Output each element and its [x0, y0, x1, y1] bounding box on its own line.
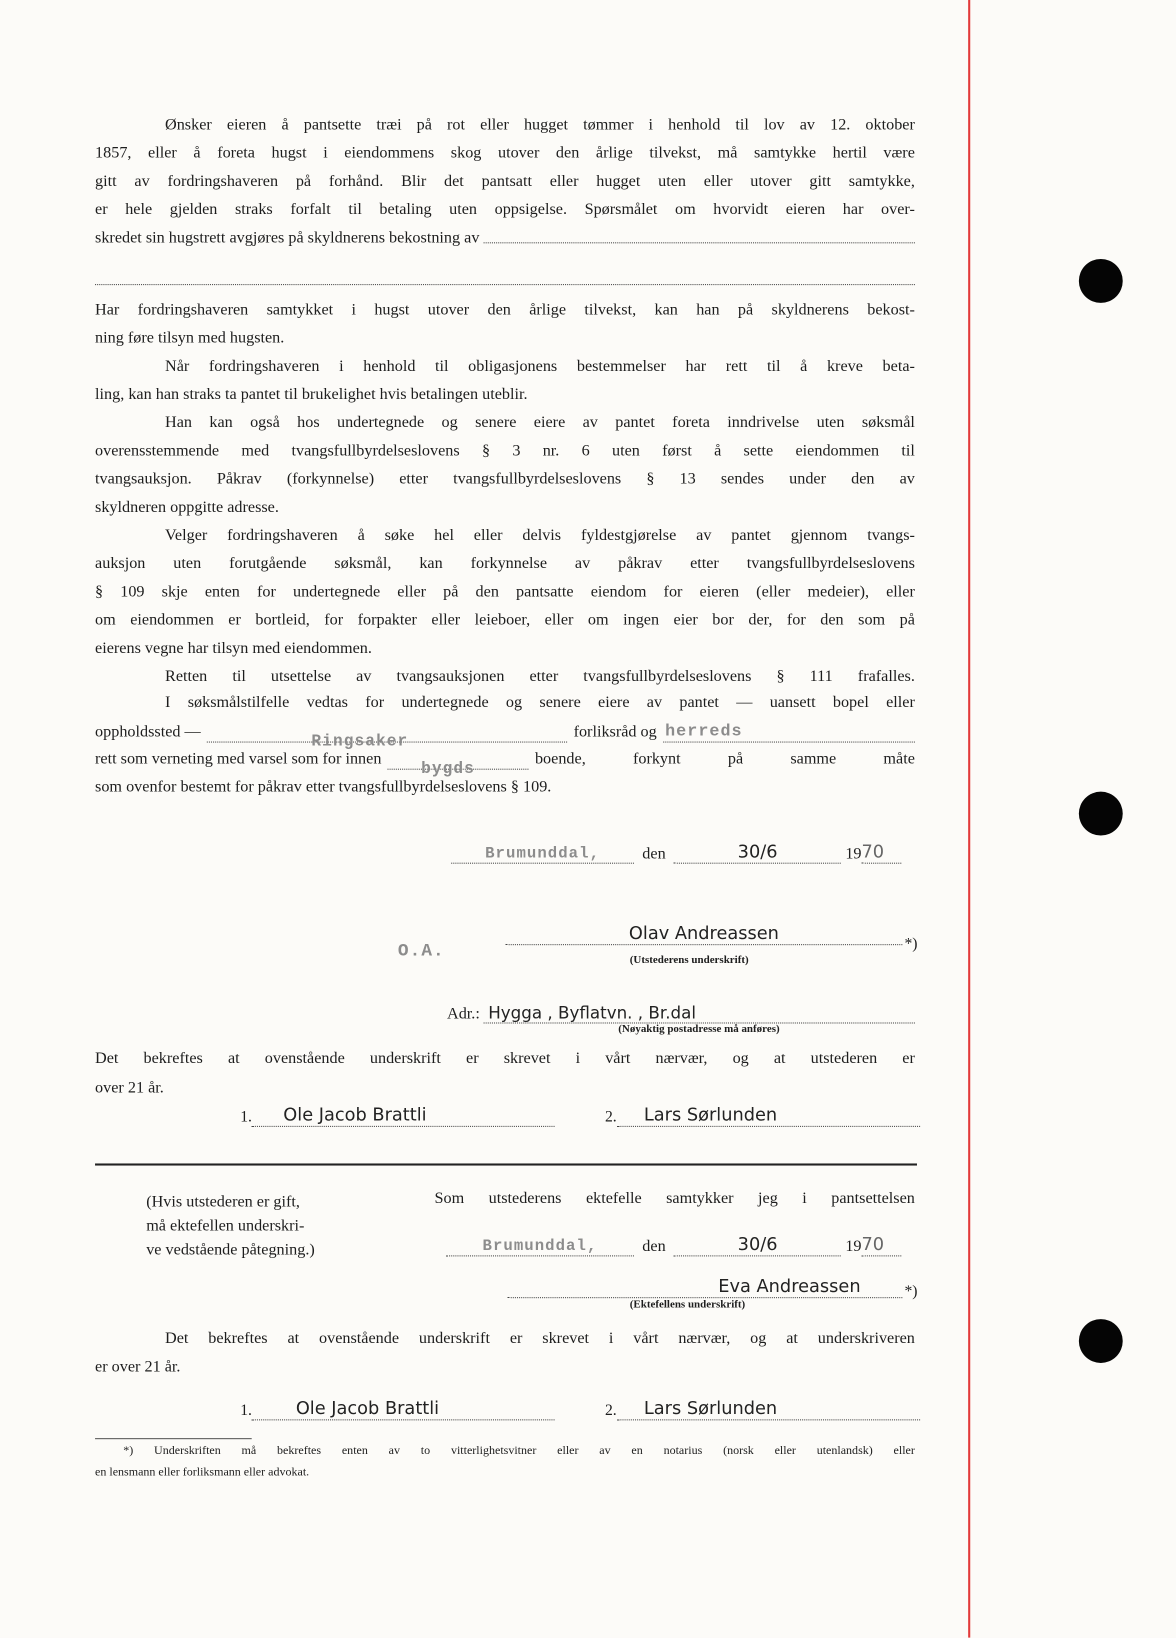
- date-value: 30/6: [674, 842, 841, 864]
- issuer-signature-field: [505, 923, 902, 945]
- date-value: 30/6: [674, 1234, 841, 1256]
- blank-field: [484, 228, 915, 244]
- issuer-signature: Olav Andreassen: [628, 923, 779, 945]
- witness-signatures-2: [240, 1398, 919, 1420]
- address-label: Adr.:: [447, 1004, 480, 1023]
- text-line: auksjon uten forutgående søksmål, kan forkynnelse av påkrav etter tvangsfullbyrdelseslovens: [95, 554, 915, 573]
- date-line: [451, 842, 901, 864]
- issuer-caption: (Utstederens underskrift): [629, 954, 749, 967]
- footnote-marker: *): [904, 935, 918, 953]
- witness-number: 2.: [604, 1402, 617, 1420]
- text-line: tvangsauksjon. Påkrav (forkynnelse) etter tvangsfullbyrdelseslovens § 13 sendes under den av: [95, 469, 915, 488]
- spouse-signature: Eva Andreassen: [718, 1276, 861, 1298]
- text-line: ve vedstående påtegning.): [146, 1240, 315, 1259]
- text-line: [95, 721, 915, 751]
- text-line: Det bekreftes at ovenstående underskrift er skrevet i vårt nærvær, og at utstederen er: [95, 1049, 915, 1068]
- witness-number: 1.: [240, 1109, 252, 1126]
- text: oppholdssted —: [95, 722, 201, 741]
- witness-signature: Ole Jacob Brattli: [252, 1398, 555, 1420]
- witness-number: 2.: [604, 1109, 617, 1126]
- punch-hole-icon: [1079, 792, 1123, 836]
- text: forliksråd og: [573, 722, 657, 741]
- spouse-caption: (Ektefellens underskrift): [629, 1299, 746, 1311]
- text-line: § 109 skje enten for undertegnede eller på den pantsatte eiendom for eieren (eller medeier), eller: [95, 582, 915, 601]
- text-line: Har fordringshaveren samtykket i hugst utover den årlige tilvekst, kan han på skyldnerens bekost-: [95, 300, 915, 319]
- bygds-field: [388, 754, 529, 779]
- witness-signatures-1: [240, 1105, 919, 1127]
- text-line: Velger fordringshaveren å søke hel eller delvis fyldestgjørelse av pantet gjennom tvangs-: [165, 526, 915, 545]
- text-line: Det bekreftes at ovenstående underskrift er skrevet i vårt nærvær, og at underskriveren: [165, 1329, 915, 1348]
- text-line: (Hvis utstederen er gift,: [146, 1192, 300, 1211]
- text: boende, forkynt på samme måte: [534, 749, 915, 768]
- text-line: over 21 år.: [95, 1078, 164, 1097]
- witness-signature: Lars Sørlunden: [617, 1105, 920, 1127]
- year-prefix: 19: [845, 1237, 862, 1256]
- issuer-initials: O.A.: [397, 942, 445, 962]
- text-line: ling, kan han straks ta pantet til brukelighet hvis betalingen uteblir.: [95, 385, 528, 404]
- text-line: [95, 749, 915, 779]
- text: rett som verneting med varsel som for innen: [95, 749, 382, 768]
- consent-text: Som utstederens ektefelle samtykker jeg i pantsettelsen: [434, 1189, 915, 1208]
- date-line-2: [446, 1234, 901, 1256]
- witness-signature: Ole Jacob Brattli: [252, 1105, 555, 1127]
- text-line: om eiendommen er bortleid, for forpakter eller leieboer, eller om ingen eier bor der, for den som på: [95, 610, 915, 629]
- text-line: som ovenfor bestemt for påkrav etter tvangsfullbyrdelseslovens § 109.: [95, 778, 552, 796]
- footnote-line: *) Underskriften må bekreftes enten av to vitterlighetsvitner eller av en notarius (norsk eller utenlandsk) eller: [123, 1444, 915, 1457]
- text-line: 1857, eller å foreta hugst i eiendommens skog utover den årlige tilvekst, må samtykke hertil være: [95, 144, 915, 162]
- witness-number: 1.: [240, 1402, 252, 1420]
- punch-hole-icon: [1079, 1319, 1123, 1363]
- herreds-value: herreds: [665, 721, 743, 741]
- text-line: er hele gjelden straks forfalt til betaling uten oppsigelse. Spørsmålet om hvorvidt eieren har over-: [95, 200, 915, 219]
- text-line: I søksmålstilfelle vedtas for undertegnede og senere eiere av pantet — uansett bopel eller: [165, 693, 915, 712]
- text-line: Når fordringshaveren i henhold til obligasjonens bestemmelser har rett til å kreve beta-: [165, 357, 915, 375]
- divider: [95, 1163, 917, 1165]
- footnote-marker: *): [904, 1283, 918, 1301]
- text-line: eierens vegne har tilsyn med eiendommen.: [95, 639, 372, 657]
- witness-signature: Lars Sørlunden: [617, 1398, 920, 1420]
- text-line: gitt av fordringshaveren på forhånd. Blir det pantsatt eller hugget uten eller utover gitt samtykke,: [95, 172, 915, 191]
- forliksrad-field: [207, 727, 567, 751]
- text-line: Han kan også hos undertegnede og senere eiere av pantet foreta inndrivelse uten søksmål: [165, 413, 915, 432]
- text-line: overensstemmende med tvangsfullbyrdelseslovens § 3 nr. 6 uten først å sette eiendommen til: [95, 441, 915, 460]
- address-caption: (Nøyaktig postadresse må anføres): [618, 1023, 780, 1036]
- text: skredet sin hugstrett avgjøres på skyldnerens bekostning av: [95, 228, 480, 247]
- year-suffix: 70: [862, 842, 902, 864]
- address-value: Hygga , Byflatvn. , Br.dal: [484, 1003, 915, 1024]
- margin-red-line: [968, 0, 970, 1638]
- place-value: Brumunddal,: [451, 845, 634, 864]
- text-line: Ønsker eieren å pantsette træi på rot eller hugget tømmer i henhold til lov av 12. oktober: [165, 115, 915, 134]
- text-line: ning føre tilsyn med hugsten.: [95, 328, 285, 347]
- bygds-value: bygds: [421, 759, 475, 779]
- den-label: den: [642, 844, 666, 863]
- forliksrad-value: Ringsaker: [311, 732, 409, 751]
- year-suffix: 70: [862, 1234, 902, 1256]
- spouse-note: [146, 1190, 315, 1262]
- blank-field: [95, 269, 915, 285]
- year-prefix: 19: [845, 844, 862, 863]
- footnote-line: en lensmann eller forliksmann eller advokat.: [95, 1466, 310, 1479]
- spouse-signature-field: [508, 1276, 903, 1298]
- text-line: [95, 228, 915, 249]
- place-value: Brumunddal,: [446, 1238, 634, 1257]
- text-line: skyldneren oppgitte adresse.: [95, 498, 279, 516]
- den-label: den: [642, 1237, 666, 1256]
- text-line: Retten til utsettelse av tvangsauksjonen etter tvangsfullbyrdelseslovens § 111 frafalles.: [165, 667, 915, 686]
- text-line: er over 21 år.: [95, 1357, 181, 1376]
- herreds-field: [663, 721, 915, 743]
- text-line: må ektefellen underskri-: [146, 1216, 305, 1235]
- punch-hole-icon: [1079, 259, 1123, 303]
- footnote-divider: [95, 1438, 252, 1439]
- address-line: [447, 1003, 915, 1024]
